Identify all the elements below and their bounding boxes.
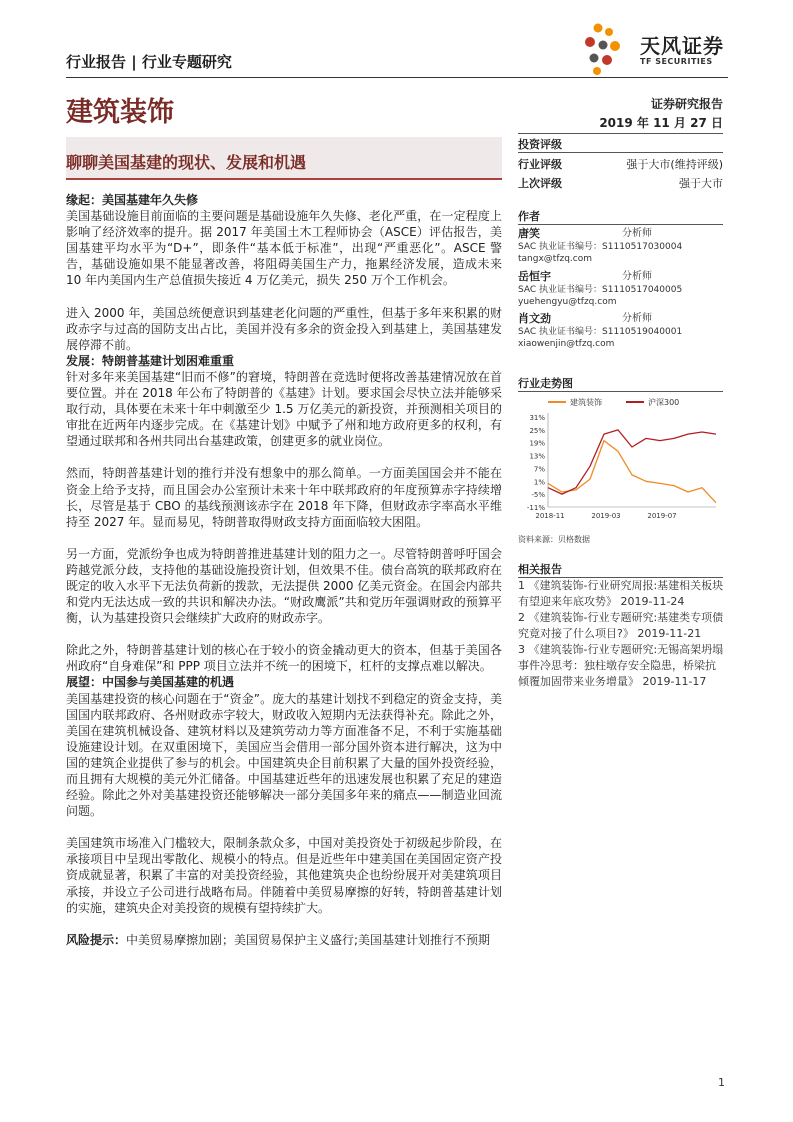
author-role: 分析师: [622, 313, 652, 324]
report-type: 证券研究报告: [650, 97, 723, 111]
logo-name-en: TF SECURITIES: [640, 57, 713, 66]
body-paragraph: 美国建筑市场准入门槛较大，限制条款众多，中国对美投资处于初级起步阶段，在承接项目中呈现出零散化、规模小的特点。但是近些年中建美国在美国固定资产投资成就显著，积累了丰富的对美投资经验，其他建筑央企也纷纷展开对美建筑项目承接，并设立子公司进行战略布局。伴随着中美贸易摩擦的好转，特朗普基建计划的实施，建筑央企对美投资的规模有望持续扩大。: [66, 836, 502, 915]
sidebar-divider: [518, 133, 723, 134]
body-paragraph: 除此之外，特朗普基建计划的核心在于较小的资金撬动更大的资本，但基于美国各州政府“自身难保”和 PPP 项目立法并不统一的困境下，杠杆的支撑点难以解决。: [66, 643, 502, 674]
body-paragraph: 进入 2000 年，美国总统便意识到基建老化问题的严重性，但基于多年来积累的财政赤字与过高的国防支出占比，美国并没有多余的资金投入到基建上，美国基建发展停滞不前。: [66, 305, 502, 352]
related-report-item[interactable]: 3 《建筑装饰-行业专题研究:无锡高架坍塌事件冷思考：独柱墩存安全隐患，桥梁抗倾覆加固带来业务增量》 2019-11-17: [518, 643, 724, 688]
paragraph-gap: [66, 449, 502, 465]
paragraph-gap: [66, 530, 502, 546]
paragraph-gap: [66, 289, 502, 305]
y-tick-label: 7%: [533, 465, 545, 474]
report-category: 行业报告 | 行业专题研究: [66, 53, 232, 71]
author-card: [518, 313, 723, 351]
y-tick-label: 19%: [529, 439, 545, 448]
paragraph-gap: [66, 626, 502, 642]
y-tick-label: -5%: [531, 491, 545, 500]
section-heading: 缘起：美国基建年久失修: [66, 193, 199, 207]
document-title: 聊聊美国基建的现状、发展和机遇: [66, 153, 307, 172]
body-paragraph: 另一方面，党派纷争也成为特朗普推进基建计划的阻力之一。尽管特朗普呼吁国会跨越党派分歧，支持他的基础设施投资计划，但效果不佳。债台高筑的联邦政府在既定的收入水平下无法负荷新的拨款，无法提供 2000 亿美元资金。在国会内部共和党内无法达成一致的共识和解决办法。“财政鹰派”共和党历年强调财政的预算平衡，认为基建投资只会继续扩大政府的财政赤字。: [66, 546, 502, 626]
risk-label: 风险提示：: [66, 932, 127, 947]
author-role: 分析师: [622, 228, 652, 239]
trend-title: 行业走势图: [518, 377, 573, 390]
legend-label: 沪深300: [648, 398, 680, 407]
related-report-item[interactable]: 1 《建筑装饰-行业研究周报:基建相关板块有望迎来年底攻势》 2019-11-24: [518, 579, 724, 608]
rating-industry-label: 行业评级: [518, 158, 562, 171]
y-tick-label: -11%: [526, 504, 545, 512]
page-number: 1: [718, 1076, 725, 1089]
paragraph-gap: [66, 819, 502, 835]
x-tick-label: 2019-07: [647, 512, 677, 520]
logo-mark-icon: [582, 20, 640, 76]
body-paragraph: 美国基础设施目前面临的主要问题是基础设施年久失修、老化严重，在一定程度上影响了经济效率的提升。据 2017 年美国土木工程师协会（ASCE）评估报告，美国基建平均水平为“D+”，即条件“基本低于标准”，出现“严重恶化”。ASCE 警告，基础设施如果不能显著改善，将阻碍美国生产力，拖累经济发展，造成未来 10 年内美国内生产总值损失接近 4 万亿美元，损失 250 万个工作机会。: [66, 209, 502, 288]
paragraph-gap: [66, 916, 502, 932]
legend-label: 建筑装饰: [570, 398, 602, 407]
sidebar-divider: [518, 152, 723, 153]
section-heading: 发展：特朗普基建计划困难重重: [66, 353, 235, 368]
y-tick-label: 13%: [529, 452, 545, 461]
chart-source: 资料来源：贝格数据: [518, 535, 590, 544]
series-line-1: [548, 430, 716, 494]
author-card: [518, 228, 723, 266]
series-line-0: [548, 441, 716, 503]
report-date: 2019 年 11 月 27 日: [599, 116, 723, 130]
sidebar-divider: [518, 391, 723, 392]
author-cert: SAC 执业证书编号：S1110517040005: [518, 284, 683, 295]
author-email[interactable]: tangx@tfzq.com: [518, 254, 593, 264]
author-name: 岳恒宇: [518, 270, 551, 283]
risk-note: [66, 932, 502, 948]
author-cert: SAC 执业证书编号：S1110517030004: [518, 241, 683, 252]
related-title: 相关报告: [518, 563, 562, 576]
trend-chart-svg: [518, 393, 723, 526]
y-tick-label: 25%: [529, 426, 545, 435]
x-tick-label: 2018-11: [535, 512, 565, 520]
author-email[interactable]: yuehengyu@tfzq.com: [518, 297, 617, 307]
rating-prev-value: 强于大市: [679, 177, 723, 190]
author-name: 唐笑: [518, 227, 540, 240]
x-tick-label: 2019-03: [591, 512, 621, 520]
rating-title: 投资评级: [518, 138, 562, 151]
related-reports: [518, 578, 724, 690]
sidebar-divider: [518, 224, 723, 225]
trend-chart: [518, 393, 723, 526]
body-paragraph: 然而，特朗普基建计划的推行并没有想象中的那么简单。一方面美国国会并不能在资金上给予支持，而且国会办公室预计未来十年中联邦政府的年度预算赤字持续增长，尽管是基于 CBO 的基线预测该赤字在 2018 年下降，但财政赤字率高水平维持至 2027 年。显而易见，特朗普取得财政支持方面面临较大困阻。: [66, 466, 502, 529]
related-report-item[interactable]: 2 《建筑装饰-行业专题研究:基建类专项债究竟对接了什么项目?》 2019-11-21: [518, 611, 724, 640]
logo-name-cn: 天风证券: [640, 34, 724, 58]
rating-prev-label: 上次评级: [518, 177, 562, 190]
header-divider: [66, 77, 728, 78]
y-tick-label: 1%: [533, 478, 545, 487]
author-name: 肖文劲: [518, 312, 551, 325]
author-role: 分析师: [622, 271, 652, 282]
authors-title: 作者: [518, 210, 540, 223]
section-heading: 展望：中国参与美国基建的机遇: [66, 675, 235, 690]
author-cert: SAC 执业证书编号：S1110519040001: [518, 326, 683, 337]
rating-industry-value: 强于大市(维持评级): [626, 158, 723, 171]
body-paragraph: 美国基建投资的核心问题在于“资金”。庞大的基建计划找不到稳定的资金支持，美国国内联邦政府、各州财政赤字较大，财政收入短期内无法获得补充。除此之外，美国在建筑机械设备、建筑材料以及建筑劳动力等方面准备不足，不利于实施基础设施建设计划。在双重困境下，美国应当会借用一部分国外资本进行解决，这为中国的建筑企业提供了参与的机会。中国建筑央企目前积累了大量的国外投资经验，而且拥有大规模的美元外汇储备。中国基建近些年的迅速发展也积累了充足的建造经验。除此之外对美基建投资还能够解决一部分美国多年来的痛点——制造业回流问题。: [66, 691, 502, 819]
page-title: 建筑装饰: [66, 97, 174, 128]
author-email[interactable]: xiaowenjin@tfzq.com: [518, 339, 615, 349]
main-body: [66, 192, 502, 948]
risk-text: 中美贸易摩擦加剧；美国贸易保护主义盛行;美国基建计划推行不预期: [126, 932, 491, 947]
y-tick-label: 31%: [529, 414, 545, 422]
body-paragraph: 针对多年来美国基建“旧而不修”的窘境，特朗普在竞选时便将改善基建情况放在首要位置。并在 2018 年公布了特朗普的《基建》计划。要求国会尽快立法并能够采取行动，具体要在未来十年中刺激至少 1.5 万亿美元的新投资，并预测相关项目的审批在近两年内逐步完成。在《基建计划》中赋予了州和地方政府更多的权利，有望通过联邦和各州共同出台基建政策，创建更多的就业岗位。: [66, 369, 502, 449]
author-card: [518, 271, 723, 309]
